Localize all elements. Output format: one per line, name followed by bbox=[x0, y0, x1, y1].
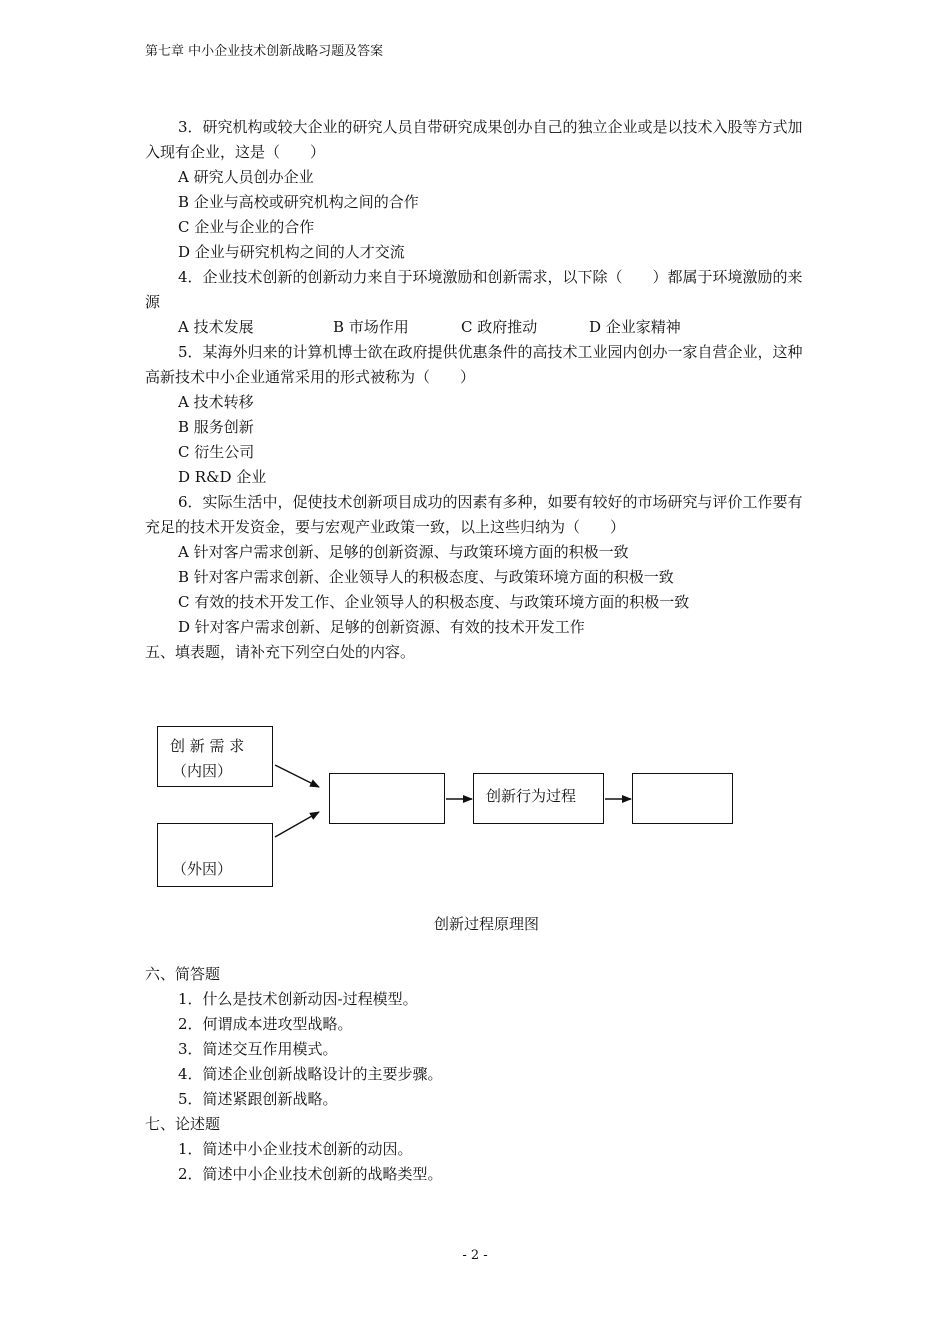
diagram-box-internal-line2: （内因） bbox=[172, 762, 233, 780]
arrow-external-to-blank bbox=[275, 812, 319, 837]
arrow-internal-to-blank bbox=[275, 765, 319, 787]
question-5-option-c: C 衍生公司 bbox=[178, 443, 255, 461]
diagram-box-blank-2 bbox=[632, 773, 733, 824]
section-6-item-4: 4．简述企业创新战略设计的主要步骤。 bbox=[178, 1065, 443, 1083]
diagram-box-external-cause bbox=[157, 823, 273, 887]
question-3-option-a: A 研究人员创办企业 bbox=[178, 168, 314, 186]
question-4-option-a: A 技术发展 bbox=[178, 318, 254, 336]
question-6-option-b: B 针对客户需求创新、企业领导人的积极态度、与政策环境方面的积极一致 bbox=[178, 568, 674, 586]
question-6-option-a: A 针对客户需求创新、足够的创新资源、与政策环境方面的积极一致 bbox=[178, 543, 629, 561]
page-number: - 2 - bbox=[462, 1248, 488, 1263]
question-3-option-c: C 企业与企业的合作 bbox=[178, 218, 315, 236]
page-header: 第七章 中小企业技术创新战略习题及答案 bbox=[145, 44, 384, 59]
diagram-box-blank-1 bbox=[329, 773, 445, 824]
section-7-item-2: 2．简述中小企业技术创新的战略类型。 bbox=[178, 1165, 443, 1183]
question-4-option-c: C 政府推动 bbox=[461, 318, 538, 336]
question-4-options bbox=[145, 315, 810, 340]
section-6-title: 六、简答题 bbox=[145, 965, 221, 983]
section-6-item-1: 1．什么是技术创新动因-过程模型。 bbox=[178, 990, 418, 1008]
section-6-item-3: 3．简述交互作用模式。 bbox=[178, 1040, 338, 1058]
question-5-stem: 5．某海外归来的计算机博士欲在政府提供优惠条件的高技术工业园内创办一家自营企业，这种高新技术中小企业通常采用的形式被称为（ ） bbox=[145, 343, 803, 386]
question-4-option-d: D 企业家精神 bbox=[589, 318, 681, 336]
diagram-box-process-label: 创新行为过程 bbox=[486, 787, 577, 805]
section-6-item-2: 2．何谓成本进攻型战略。 bbox=[178, 1015, 353, 1033]
question-3-option-b: B 企业与高校或研究机构之间的合作 bbox=[178, 193, 419, 211]
question-5-option-d: D R&D 企业 bbox=[178, 468, 267, 486]
question-6-stem: 6．实际生活中，促使技术创新项目成功的因素有多种，如要有较好的市场研究与评价工作要有充足的技术开发资金，要与宏观产业政策一致，以上这些归纳为（ ） bbox=[145, 493, 803, 536]
question-4-stem: 4．企业技术创新的创新动力来自于环境激励和创新需求，以下除（ ）都属于环境激励的来源 bbox=[145, 268, 803, 311]
section-5-title: 五、填表题，请补充下列空白处的内容。 bbox=[145, 643, 416, 661]
question-4-option-b: B 市场作用 bbox=[333, 318, 409, 336]
question-5-option-b: B 服务创新 bbox=[178, 418, 254, 436]
section-7-item-1: 1．简述中小企业技术创新的动因。 bbox=[178, 1140, 413, 1158]
question-3-stem: 3．研究机构或较大企业的研究人员自带研究成果创办自己的独立企业或是以技术入股等方式加入现有企业，这是（ ） bbox=[145, 118, 803, 161]
diagram-box-external-label: （外因） bbox=[172, 860, 233, 878]
diagram-box-internal-line1: 创 新 需 求 bbox=[170, 737, 245, 755]
diagram-box-internal-cause bbox=[157, 726, 273, 787]
section-6-item-5: 5．简述紧跟创新战略。 bbox=[178, 1090, 338, 1108]
questions-content bbox=[145, 115, 810, 665]
sections-6-7 bbox=[145, 962, 810, 1187]
diagram-box-process bbox=[473, 773, 604, 824]
section-7-title: 七、论述题 bbox=[145, 1115, 221, 1133]
question-5-option-a: A 技术转移 bbox=[178, 393, 254, 411]
question-6-option-d: D 针对客户需求创新、足够的创新资源、有效的技术开发工作 bbox=[178, 618, 585, 636]
diagram-caption: 创新过程原理图 bbox=[434, 915, 540, 933]
question-3-option-d: D 企业与研究机构之间的人才交流 bbox=[178, 243, 405, 261]
question-6-option-c: C 有效的技术开发工作、企业领导人的积极态度、与政策环境方面的积极一致 bbox=[178, 593, 690, 611]
